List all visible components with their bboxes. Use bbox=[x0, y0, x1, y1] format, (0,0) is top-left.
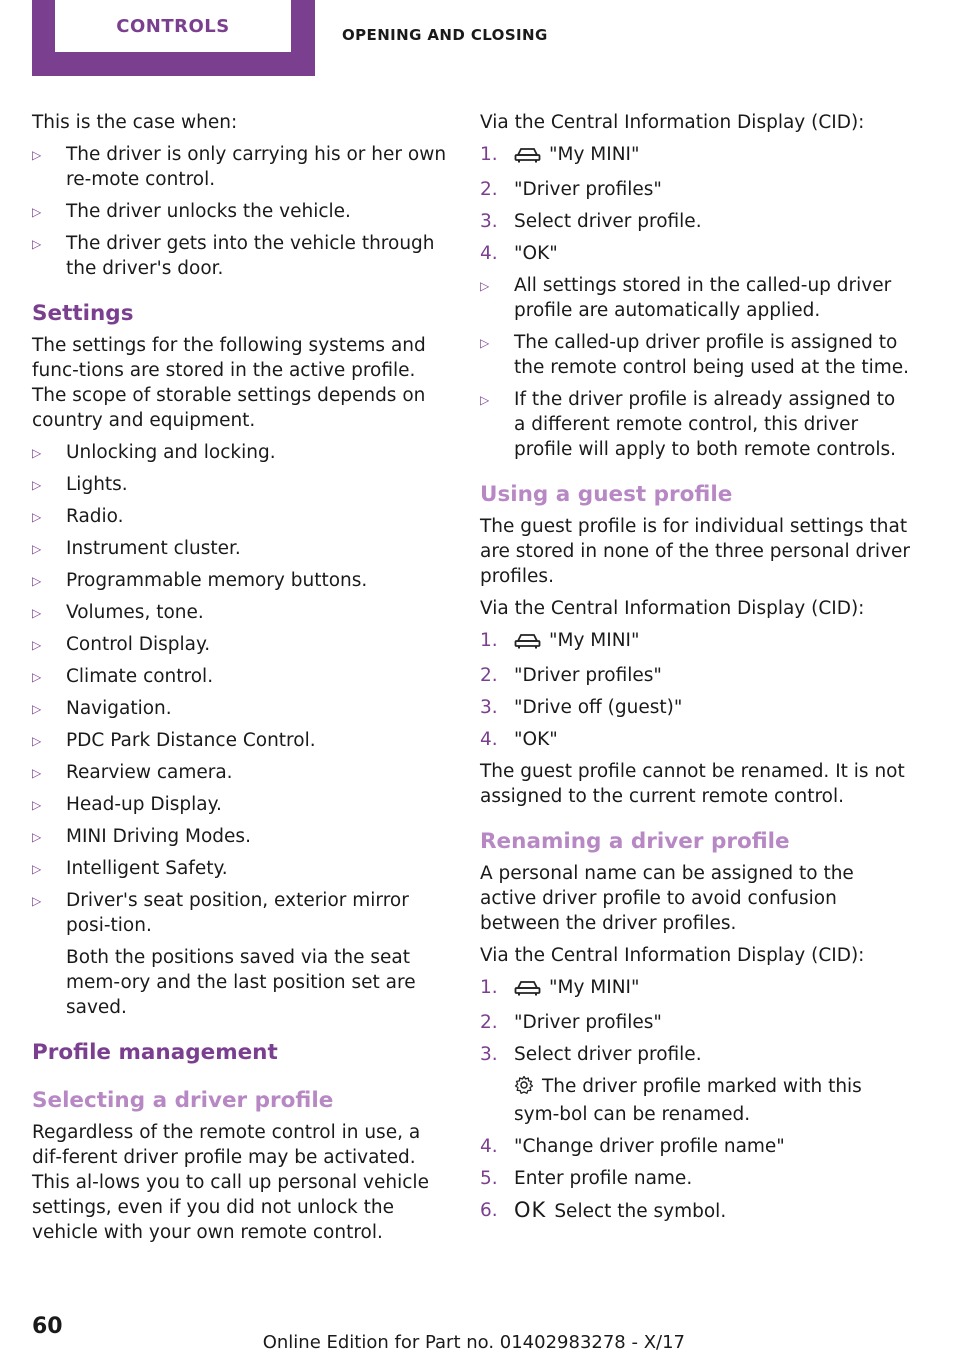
seat-note: Both the positions saved via the seat mem‐ory and the last position set are saved. bbox=[66, 947, 416, 1018]
select-notes bbox=[480, 273, 910, 462]
step-text: "OK" bbox=[514, 729, 558, 750]
list-item: ▷ The driver is only carrying his or her own re‐mote control. bbox=[32, 142, 452, 192]
left-column bbox=[32, 110, 452, 1252]
step-number: 2. bbox=[480, 1012, 498, 1033]
list-item: ▷ The driver gets into the vehicle through the driver's door. bbox=[32, 231, 452, 281]
select-steps bbox=[480, 142, 910, 266]
step-text: "My MINI" bbox=[549, 144, 640, 165]
guest-cid-intro: Via the Central Information Display (CID): bbox=[480, 598, 865, 619]
list-item-text: Driver's seat position, exterior mirror posi‐tion. bbox=[66, 890, 409, 936]
step-text: Select driver profile. bbox=[514, 1044, 702, 1065]
car-icon bbox=[514, 145, 541, 170]
step-item bbox=[480, 241, 910, 266]
step-number: 1. bbox=[480, 630, 498, 651]
case-list bbox=[32, 142, 452, 281]
car-icon bbox=[514, 978, 541, 1003]
settings-heading: Settings bbox=[32, 301, 134, 326]
list-item: ▷ Unlocking and locking. bbox=[32, 440, 452, 465]
step-number: 2. bbox=[480, 179, 498, 200]
step-number: 3. bbox=[480, 697, 498, 718]
step-item bbox=[480, 1198, 910, 1224]
list-item: ▷ The called-up driver profile is assigned to the remote control being used at the time. bbox=[480, 330, 910, 380]
car-icon bbox=[514, 631, 541, 656]
step-text: "Driver profiles" bbox=[514, 665, 662, 686]
intro-text: This is the case when: bbox=[32, 112, 238, 133]
step-item bbox=[480, 628, 910, 656]
list-item: ▷ Volumes, tone. bbox=[32, 600, 452, 625]
step-item bbox=[480, 1134, 910, 1159]
page-number: 60 bbox=[32, 1314, 63, 1339]
rename-cid-intro: Via the Central Information Display (CID): bbox=[480, 945, 865, 966]
list-item: ▷ If the driver profile is already assigned to a different remote control, this driver profile will apply to both remote controls. bbox=[480, 387, 910, 462]
step-number: 4. bbox=[480, 1136, 498, 1157]
step-number: 1. bbox=[480, 144, 498, 165]
step-item bbox=[480, 1010, 910, 1035]
profile-management-heading: Profile management bbox=[32, 1040, 278, 1065]
list-item: ▷ The driver unlocks the vehicle. bbox=[32, 199, 452, 224]
settings-list bbox=[32, 440, 452, 1020]
list-item: ▷ Intelligent Safety. bbox=[32, 856, 452, 881]
step-item bbox=[480, 663, 910, 688]
list-item: ▷ Control Display. bbox=[32, 632, 452, 657]
step-item bbox=[480, 1166, 910, 1191]
step-number: 6. bbox=[480, 1200, 498, 1221]
step-number: 3. bbox=[480, 1044, 498, 1065]
list-item: ▷ Navigation. bbox=[32, 696, 452, 721]
step-item bbox=[480, 142, 910, 170]
step-item bbox=[480, 1042, 910, 1127]
step-text: "Drive off (guest)" bbox=[514, 697, 683, 718]
selecting-profile-heading: Selecting a driver profile bbox=[32, 1088, 334, 1113]
list-item: ▷ Rearview camera. bbox=[32, 760, 452, 785]
list-item: ▷ PDC Park Distance Control. bbox=[32, 728, 452, 753]
guest-profile-heading: Using a guest profile bbox=[480, 482, 733, 507]
list-item: ▷ MINI Driving Modes. bbox=[32, 824, 452, 849]
step-text: "Driver profiles" bbox=[514, 179, 662, 200]
step-number: 3. bbox=[480, 211, 498, 232]
rename-symbol-note bbox=[514, 1074, 910, 1127]
step-text: "Driver profiles" bbox=[514, 1012, 662, 1033]
step-number: 4. bbox=[480, 729, 498, 750]
list-item: ▷ Programmable memory buttons. bbox=[32, 568, 452, 593]
cid-intro: Via the Central Information Display (CID): bbox=[480, 112, 865, 133]
step-number: 1. bbox=[480, 977, 498, 998]
section-title: OPENING AND CLOSING bbox=[342, 26, 548, 44]
step-text: Select the symbol. bbox=[554, 1201, 727, 1222]
step-item bbox=[480, 975, 910, 1003]
list-item: ▷ All settings stored in the called-up driver profile are automatically applied. bbox=[480, 273, 910, 323]
list-item: ▷ Head-up Display. bbox=[32, 792, 452, 817]
guest-steps bbox=[480, 628, 910, 752]
list-item bbox=[32, 888, 452, 1020]
rename-profile-text: A personal name can be assigned to the active driver profile to avoid confusion between the driver profiles. bbox=[480, 863, 854, 934]
selecting-profile-text: Regardless of the remote control in use, a dif‐ferent driver profile may be activated. This al‐lows you to call up personal vehicle settings, even if you did not unlock the vehicle with your own remote control. bbox=[32, 1122, 429, 1243]
list-item: ▷ Instrument cluster. bbox=[32, 536, 452, 561]
step-text: "OK" bbox=[514, 243, 558, 264]
step-text: Enter profile name. bbox=[514, 1168, 693, 1189]
step-item bbox=[480, 727, 910, 752]
list-item: ▷ Lights. bbox=[32, 472, 452, 497]
gear-icon bbox=[514, 1075, 534, 1102]
ok-icon: OK bbox=[514, 1198, 547, 1222]
step-item bbox=[480, 209, 910, 234]
step-text: "My MINI" bbox=[549, 977, 640, 998]
step-item bbox=[480, 177, 910, 202]
guest-note: The guest profile cannot be renamed. It is not assigned to the current remote control. bbox=[480, 761, 905, 807]
list-item: ▷ Climate control. bbox=[32, 664, 452, 689]
rename-profile-heading: Renaming a driver profile bbox=[480, 829, 790, 854]
step-text: Select driver profile. bbox=[514, 211, 702, 232]
step-text: "Change driver profile name" bbox=[514, 1136, 785, 1157]
rename-steps bbox=[480, 975, 910, 1224]
step-number: 5. bbox=[480, 1168, 498, 1189]
right-column bbox=[480, 110, 910, 1231]
step-item bbox=[480, 695, 910, 720]
guest-profile-text: The guest profile is for individual settings that are stored in none of the three personal driver profiles. bbox=[480, 516, 910, 587]
step-text: "My MINI" bbox=[549, 630, 640, 651]
step-number: 2. bbox=[480, 665, 498, 686]
footer-edition: Online Edition for Part no. 01402983278 - X/17 bbox=[262, 1332, 685, 1353]
rename-symbol-note-text: The driver profile marked with this sym‐bol can be renamed. bbox=[514, 1076, 862, 1125]
step-number: 4. bbox=[480, 243, 498, 264]
settings-text: The settings for the following systems and func‐tions are stored in the active profile. The scope of storable settings depends on country and equipment. bbox=[32, 335, 426, 431]
list-item: ▷ Radio. bbox=[32, 504, 452, 529]
chapter-tab-label: CONTROLS bbox=[55, 0, 291, 52]
